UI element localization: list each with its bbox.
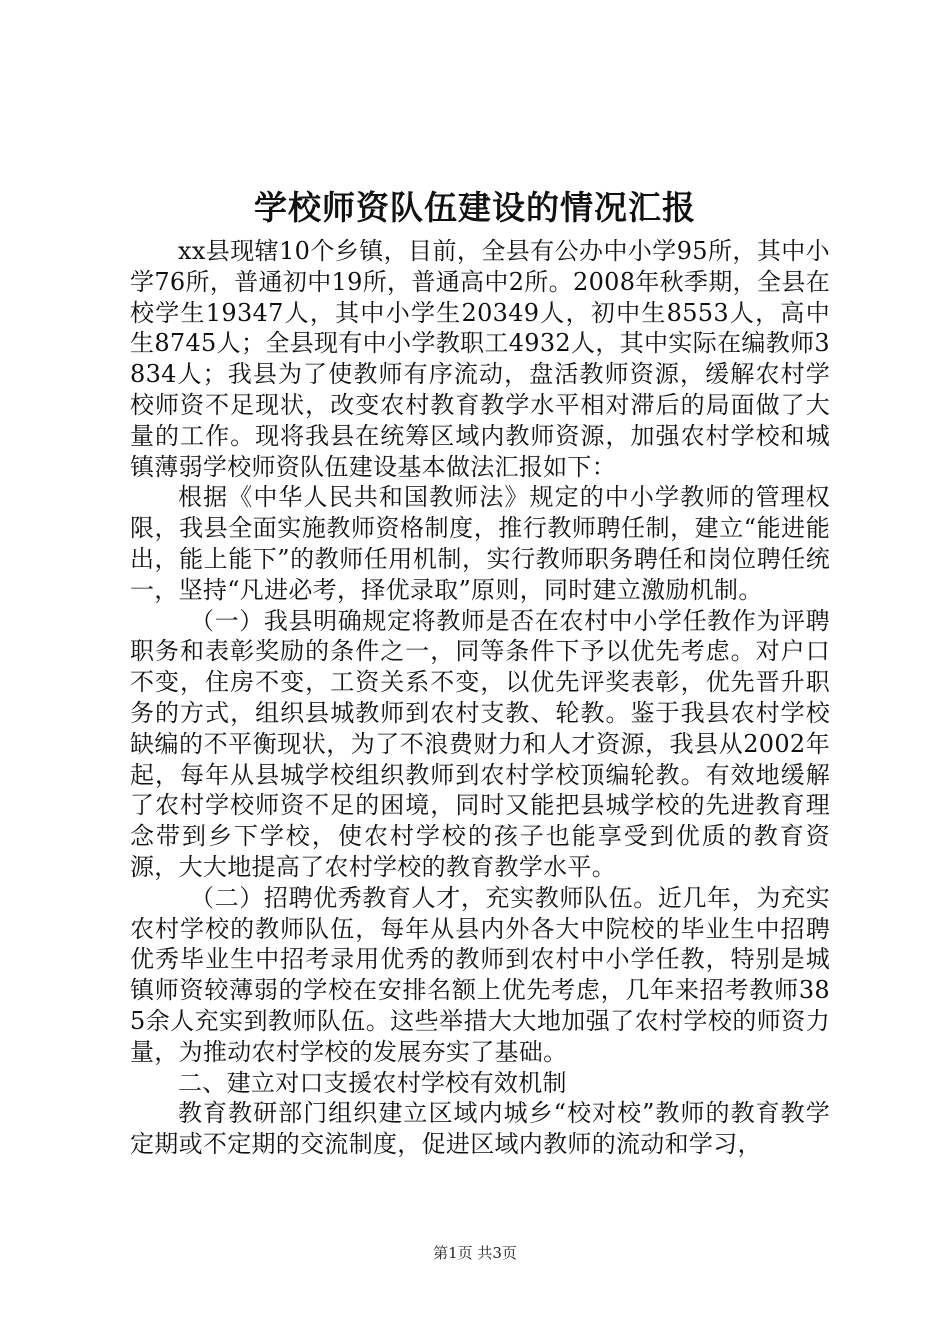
page-footer: 第1页 共3页 [433,1244,517,1262]
document-body [130,236,830,1160]
section-heading-support-mechanism: 二、建立对口支援农村学校有效机制 [178,1068,567,1097]
paragraph-teacher-law: 根据《中华人民共和国教师法》规定的中小学教师的管理权限，我县全面实施教师资格制度，推行教师聘任制，建立“能进能出，能上能下”的教师任用机制，实行教师职务聘任和岗位聘任统一，坚持“凡进必考，择优录取”原则，同时建立激励机制。 [130,483,830,604]
paragraph-section-one: （一）我县明确规定将教师是否在农村中小学任教作为评聘职务和表彰奖励的条件之一，同等条件下予以优先考虑。对户口不变，住房不变，工资关系不变，以优先评奖表彰，优先晋升职务的方式，组织县城教师到农村支教、轮教。鉴于我县农村学校缺编的不平衡现状，为了不浪费财力和人才资源，我县从2002年起，每年从县城学校组织教师到农村学校顶编轮教。有效地缓解了农村学校师资不足的困境，同时又能把县城学校的先进教育理念带到乡下学校，使农村学校的孩子也能享受到优质的教育资源，大大地提高了农村学校的教育教学水平。 [130,606,830,881]
paragraph-overview: xx县现辖10个乡镇，目前，全县有公办中小学95所，其中小学76所，普通初中19所，普通高中2所。2008年秋季期，全县在校学生19347人，其中小学生20349人，初中生8553人，高中生8745人；全县现有中小学教职工4932人，其中实际在编教师3834人；我县为了使教师有序流动，盘活教师资源，缓解农村学校师资不足现状，改变农村教育教学水平相对滞后的局面做了大量的工作。现将我县在统筹区域内教师资源，加强农村学校和城镇薄弱学校师资队伍建设基本做法汇报如下： [130,237,830,481]
document-title: 学校师资队伍建设的情况汇报 [254,188,696,227]
paragraph-exchange-system: 教育教研部门组织建立区域内城乡“校对校”教师的教育教学定期或不定期的交流制度，促进区域内教师的流动和学习， [130,1099,830,1159]
paragraph-section-two: （二）招聘优秀教育人才，充实教师队伍。近几年，为充实农村学校的教师队伍，每年从县内外各大中院校的毕业生中招聘优秀毕业生中招考录用优秀的教师到农村中小学任教，特别是城镇师资较薄弱的学校在安排名额上优先考虑，几年来招考教师385余人充实到教师队伍。这些举措大大地加强了农村学校的师资力量，为推动农村学校的发展夯实了基础。 [130,883,830,1066]
